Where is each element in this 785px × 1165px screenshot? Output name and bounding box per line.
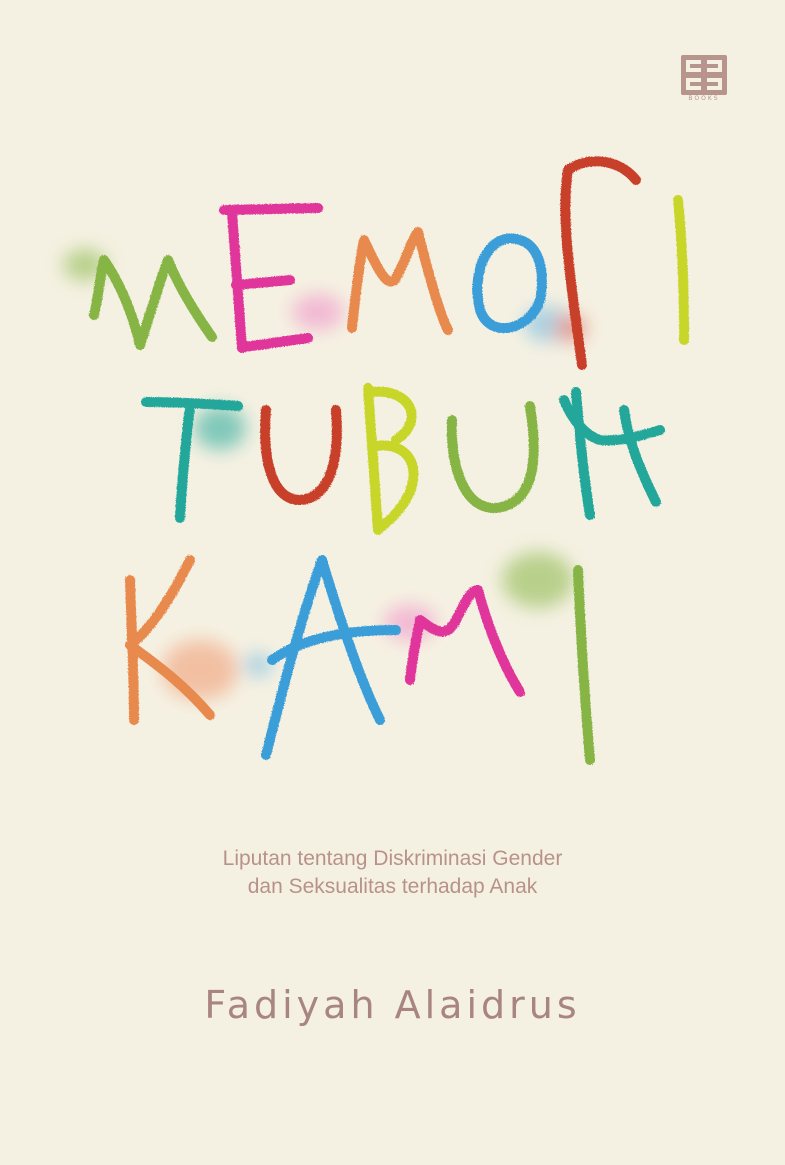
publisher-logo-icon	[681, 55, 727, 95]
title-letter-o	[477, 238, 542, 328]
title-letter-h	[564, 392, 660, 515]
title-letter-a	[266, 560, 396, 755]
publisher-logo	[681, 55, 727, 103]
title-letter-m3	[410, 590, 520, 692]
title-letter-u1	[265, 410, 337, 500]
publisher-wordmark: BOOKS	[688, 95, 720, 102]
title-letter-i2	[578, 570, 590, 760]
title-letter-m2	[352, 232, 448, 330]
subtitle	[0, 845, 785, 901]
title-letter-b	[368, 388, 413, 530]
title-artwork	[0, 140, 785, 790]
author-name: Fadiyah Alaidrus	[204, 983, 581, 1027]
title-letter-u2	[452, 406, 534, 508]
subtitle-line-1: Liputan tentang Diskriminasi Gender	[222, 847, 563, 870]
subtitle-line-2: dan Seksualitas terhadap Anak	[247, 875, 538, 898]
title-letter-r	[565, 161, 636, 365]
title-letter-i1	[678, 200, 684, 340]
title-letter-k	[130, 560, 210, 720]
title-letter-m1	[94, 260, 212, 345]
